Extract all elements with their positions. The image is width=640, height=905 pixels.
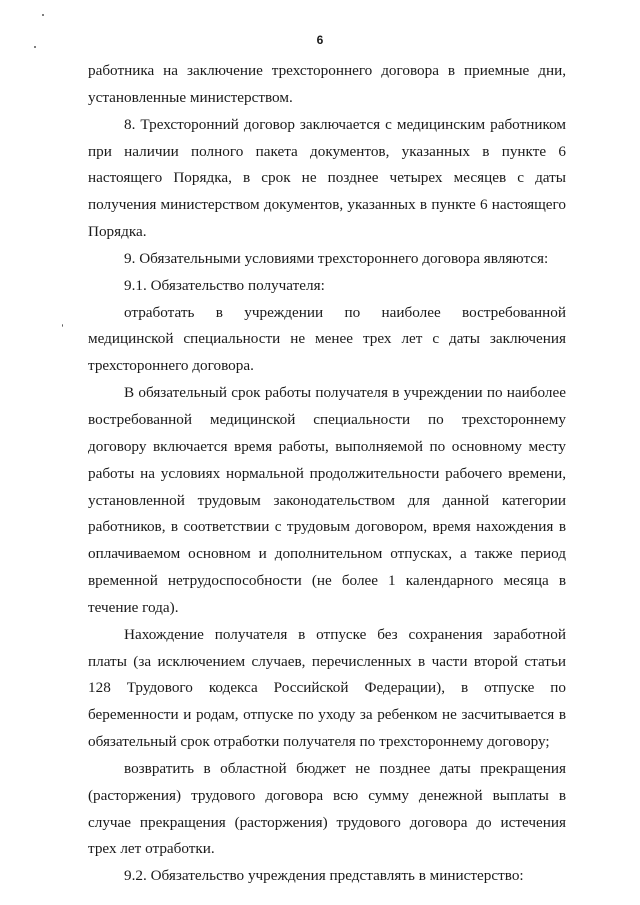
paragraph: отработать в учреждении по наиболее востребованной медицинской специальности не менее трех лет с даты заключения трехстороннего договора. <box>88 303 566 375</box>
paragraph: 8. Трехсторонний договор заключается с медицинским работником при наличии полного пакета документов, указанных в пункте 6 настоящего Порядка, в срок не позднее четырех месяцев с даты получения министерством документов, указанных в пункте 6 настоящего Порядка. <box>88 115 566 241</box>
paragraph: 9.1. Обязательство получателя: <box>124 276 325 294</box>
document-body <box>88 58 566 890</box>
paragraph: В обязательный срок работы получателя в учреждении по наиболее востребованной медицинской специальности по трехстороннему договору включается время работы, выполняемой по основному месту работы на условиях нормальной продолжительности рабочего времени, установленной трудовым законодательством для данной категории работников, в соответствии с трудовым договором, время нахождения в оплачиваемом основном и дополнительном отпусках, а также период временной нетрудоспособности (не более 1 календарного месяца в течение года). <box>88 384 566 616</box>
paragraph: 9.2. Обязательство учреждения представлять в министерство: <box>124 867 524 885</box>
scan-speck <box>62 324 63 327</box>
paragraph: работника на заключение трехстороннего договора в приемные дни, установленные министерством. <box>88 62 566 106</box>
paragraph: Нахождение получателя в отпуске без сохранения заработной платы (за исключением случаев, перечисленных в части второй статьи 128 Трудового кодекса Российской Федерации), в отпуске по беременности и родам, отпуске по уходу за ребенком не засчитывается в обязательный срок отработки получателя по трехстороннему договору; <box>88 625 566 751</box>
paragraph: возвратить в областной бюджет не позднее даты прекращения (расторжения) трудового договора всю сумму денежной выплаты в случае прекращения (расторжения) трудового договора до истечения трех лет отработки. <box>88 759 566 858</box>
scan-speck <box>42 14 44 16</box>
page-number: 6 <box>316 33 324 47</box>
paragraph: 9. Обязательными условиями трехстороннего договора являются: <box>124 249 549 267</box>
